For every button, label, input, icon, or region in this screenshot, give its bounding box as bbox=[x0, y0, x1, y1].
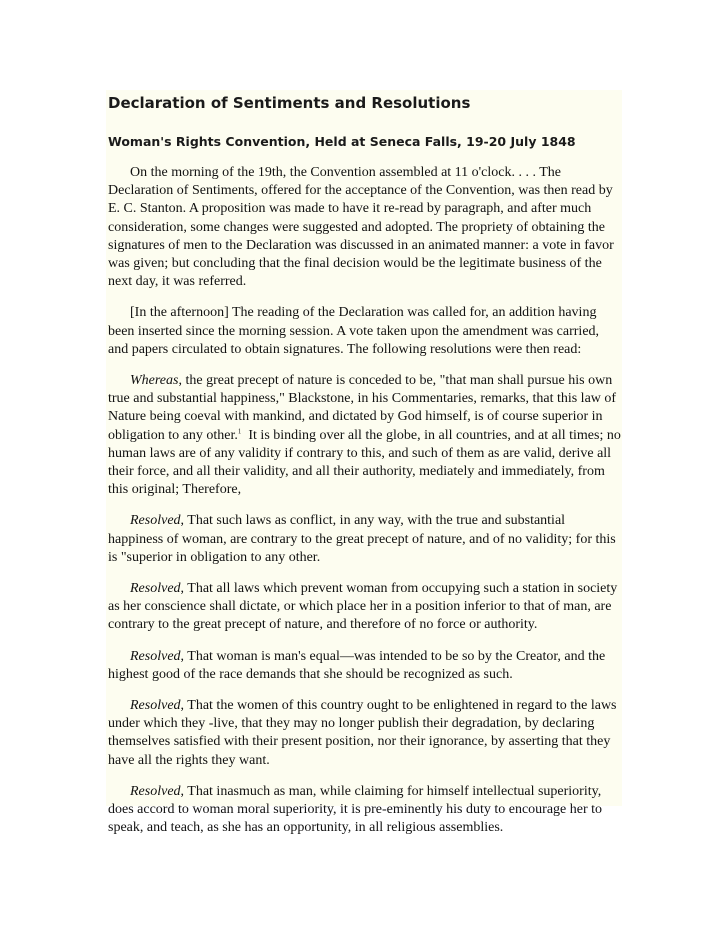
paragraph bbox=[108, 697, 638, 770]
paragraph-line: next day, it was referred. bbox=[108, 274, 247, 290]
document-title: Declaration of Sentiments and Resolutions bbox=[108, 94, 471, 112]
paragraph bbox=[108, 304, 638, 359]
paragraph-line: signatures of men to the Declaration was discussed in an animated manner: a vote in favor bbox=[108, 237, 614, 253]
document-body bbox=[108, 94, 638, 851]
document-subtitle: Woman's Rights Convention, Held at Seneca Falls, 19-20 July 1848 bbox=[108, 134, 576, 149]
paragraph bbox=[108, 648, 638, 684]
paragraph-line: as her conscience shall dictate, or which place her in a position inferior to that of man, are bbox=[108, 599, 612, 615]
paragraph-line: [In the afternoon] The reading of the Declaration was called for, an addition having bbox=[130, 305, 597, 321]
paragraph-line: On the morning of the 19th, the Convention assembled at 11 o'clock. . . . The bbox=[130, 165, 561, 180]
paragraph-line: Nature being coeval with mankind, and dictated by God himself, is of course superior in bbox=[108, 409, 603, 425]
paragraph-lead-word: Resolved bbox=[130, 783, 181, 799]
paragraph-line: was given; but concluding that the final decision would be the legitimate business of the bbox=[108, 256, 602, 272]
paragraph-line: happiness of woman, are contrary to the great precept of nature, and of no validity; for this bbox=[108, 531, 616, 547]
paragraph-line: , That all laws which prevent woman from occupying such a station in society bbox=[180, 581, 618, 597]
paragraph-line: this original; Therefore, bbox=[108, 482, 242, 498]
footnote-marker[interactable]: 1 bbox=[237, 426, 242, 435]
paragraph-line: does accord to woman moral superiority, it is pre-eminently his duty to encourage her to bbox=[108, 802, 603, 818]
paragraph-lead-word: Resolved bbox=[130, 698, 181, 714]
paragraph-line: , the great precept of nature is conceded to be, "that man shall pursue his own bbox=[178, 373, 613, 389]
paragraph-line: have all the rights they want. bbox=[108, 752, 270, 768]
paragraph-line: and papers circulated to obtain signatures. The following resolutions were then read: bbox=[108, 341, 582, 357]
paragraph-line: under which they -live, that they may no longer publish their degradation, by declaring bbox=[108, 716, 595, 732]
paragraph-line: consideration, some changes were suggested and adopted. The propriety of obtaining the bbox=[108, 219, 605, 235]
paragraph-line: , That the women of this country ought to be enlightened in regard to the laws bbox=[180, 698, 617, 714]
paragraph-line: true and substantial happiness," Blackstone, in his Commentaries, remarks, that this law of bbox=[108, 391, 617, 407]
paragraph-lead-word: Resolved bbox=[130, 581, 181, 597]
paragraph-line: Declaration of Sentiments, offered for the acceptance of the Convention, was then read by bbox=[108, 183, 613, 199]
paragraph-line: their force, and all their validity, and all their authority, mediately and immediately, from bbox=[108, 464, 605, 480]
paragraph-lead-word: Whereas bbox=[130, 373, 179, 389]
paragraph-line: contrary to the great precept of nature, and therefore of no force or authority. bbox=[108, 617, 538, 633]
paragraph-line: human laws are of any validity if contrary to this, and such of them as are valid, derive all bbox=[108, 445, 612, 461]
paragraph-line: is "superior in obligation to any other. bbox=[108, 549, 321, 565]
paragraph-line: been inserted since the morning session. A vote taken upon the amendment was carried, bbox=[108, 323, 600, 339]
paragraph bbox=[108, 372, 638, 499]
paragraph-line: obligation to any other. bbox=[108, 427, 238, 443]
paragraph bbox=[108, 164, 638, 291]
paragraph-line: speak, and teach, as she has an opportunity, in all religious assemblies. bbox=[108, 820, 504, 836]
paragraph-line: It is binding over all the globe, in all countries, and at all times; no bbox=[241, 427, 621, 443]
paragraph-line: highest good of the race demands that she should be recognized as such. bbox=[108, 666, 513, 682]
paragraph-line: , That inasmuch as man, while claiming for himself intellectual superiority, bbox=[180, 783, 602, 799]
paragraph-list bbox=[108, 164, 638, 838]
paragraph-lead-word: Resolved bbox=[130, 513, 181, 529]
paragraph-line: , That woman is man's equal—was intended to be so by the Creator, and the bbox=[180, 648, 606, 664]
paragraph bbox=[108, 783, 638, 838]
paragraph-lead-word: Resolved bbox=[130, 648, 181, 664]
paragraph-line: E. C. Stanton. A proposition was made to have it re-read by paragraph, and after much bbox=[108, 201, 592, 217]
paragraph bbox=[108, 512, 638, 567]
paragraph-line: , That such laws as conflict, in any way, with the true and substantial bbox=[180, 513, 566, 529]
paragraph bbox=[108, 580, 638, 635]
paragraph-line: themselves satisfied with their present position, nor their ignorance, by asserting that they bbox=[108, 734, 611, 750]
